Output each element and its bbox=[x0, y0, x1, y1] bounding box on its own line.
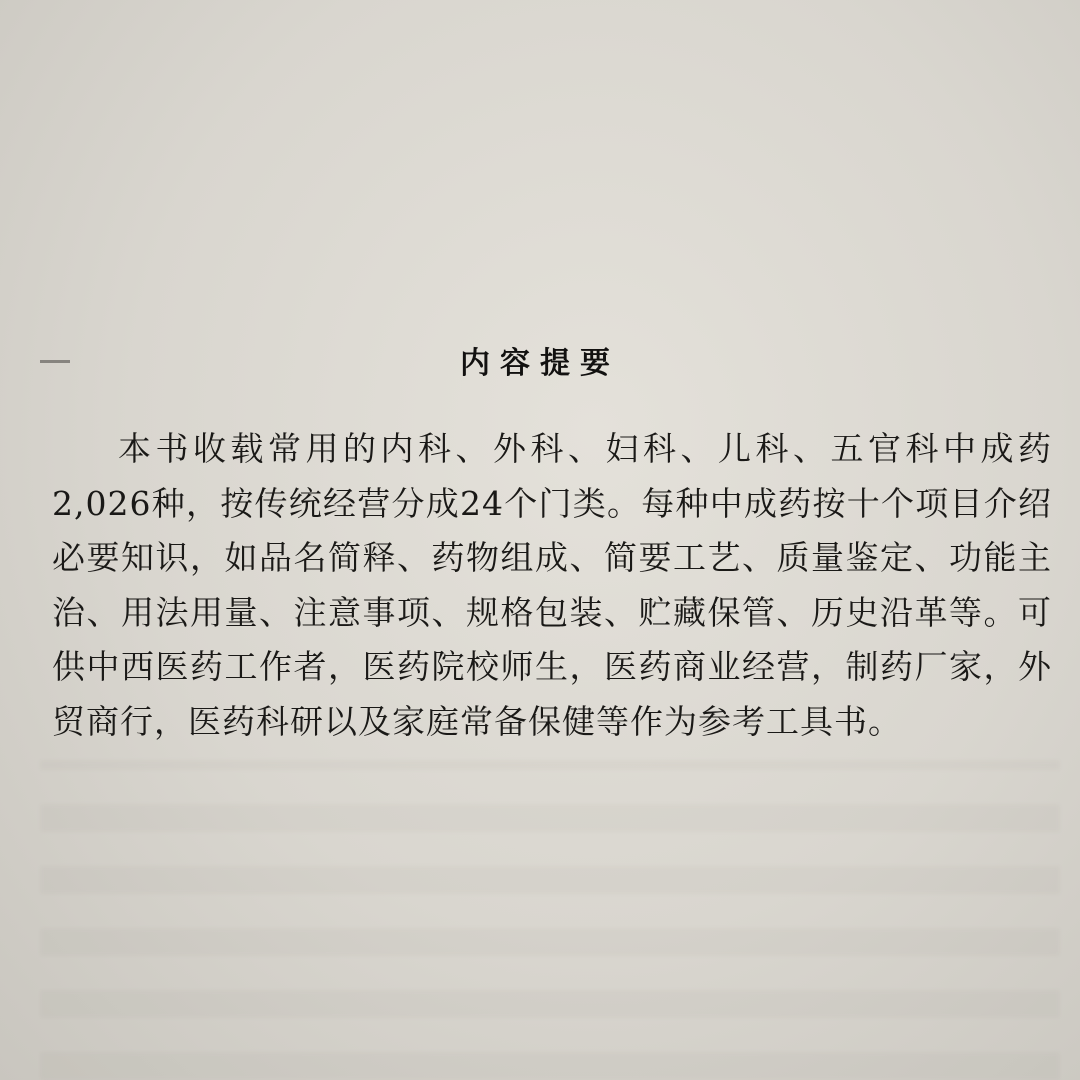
summary-paragraph: 本书收载常用的内科、外科、妇科、儿科、五官科中成药2,026种，按传统经营分成24个门类。每种中成药按十个项目介绍必要知识，如品名简释、药物组成、简要工艺、质量鉴定、功能主治、用法用量、注意事项、规格包装、贮藏保管、历史沿革等。可供中西医药工作者，医药院校师生，医药商业经营，制药厂家，外贸商行，医药科研以及家庭常备保健等作为参考工具书。 bbox=[52, 429, 1052, 741]
page-heading: 内容提要 bbox=[460, 346, 620, 381]
show-through-texture bbox=[40, 760, 1060, 1080]
